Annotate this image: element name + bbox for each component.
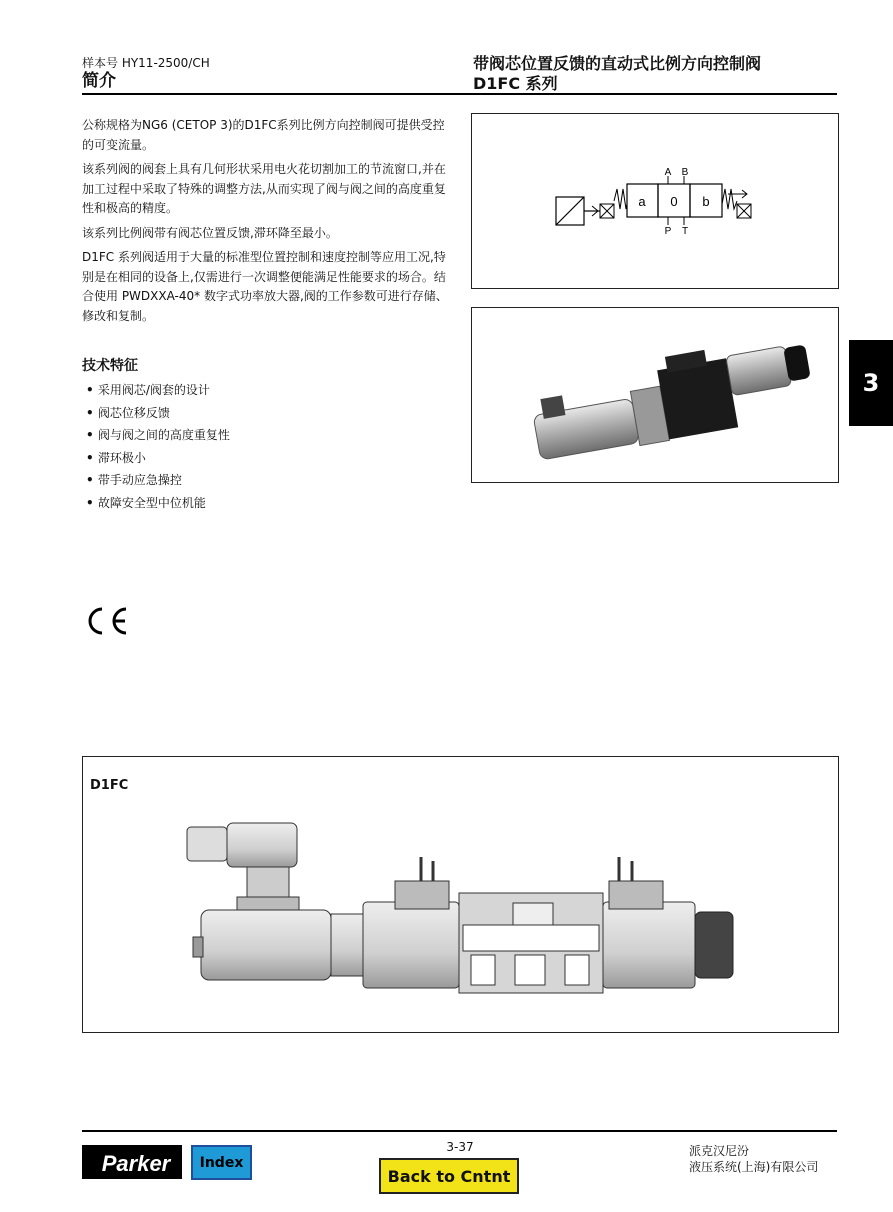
feature-item: • 采用阀芯/阀套的设计 — [86, 379, 230, 402]
brand-text: Parker — [101, 1151, 171, 1176]
feature-item: • 故障安全型中位机能 — [86, 492, 230, 515]
hydraulic-symbol-box — [471, 113, 839, 289]
valve-photo — [472, 308, 838, 482]
catalog-number: 样本号 HY11-2500/CH — [82, 56, 210, 70]
intro-text — [82, 116, 452, 331]
footer-rule — [82, 1130, 837, 1132]
port-p-label: P — [664, 226, 672, 237]
company-name-line2: 液压系统(上海)有限公司 — [689, 1160, 819, 1174]
port-b-label: B — [681, 167, 689, 178]
port-a-label: A — [664, 167, 672, 178]
feature-item: • 滞环极小 — [86, 447, 230, 470]
page-title: 带阀芯位置反馈的直动式比例方向控制阀 — [473, 54, 762, 73]
feature-item: • 带手动应急操控 — [86, 469, 230, 492]
features-title: 技术特征 — [82, 358, 138, 374]
feature-item: • 阀与阀之间的高度重复性 — [86, 424, 230, 447]
company-name-line1: 派克汉尼汾 — [689, 1144, 750, 1158]
parker-logo — [82, 1145, 182, 1179]
intro-paragraph: 公称规格为NG6 (CETOP 3)的D1FC系列比例方向控制阀可提供受控的可变流量。 — [82, 118, 445, 152]
intro-paragraph: 该系列阀的阀套上具有几何形状采用电火花切割加工的节流窗口,并在加工过程中采取了特殊的调整方法,从而实现了阀与阀之间的高度重复性和极高的精度。 — [82, 162, 446, 215]
intro-paragraph: 该系列比例阀带有阀芯位置反馈,滞环降至最小。 — [82, 225, 338, 240]
chapter-tab: 3 — [849, 340, 893, 426]
index-button[interactable]: Index — [191, 1145, 252, 1180]
position-a-label: a — [638, 194, 646, 209]
series-title: D1FC 系列 — [473, 74, 558, 93]
parker-logo-graphic — [82, 1145, 182, 1179]
feature-item: • 阀芯位移反馈 — [86, 402, 230, 425]
section-drawing-box — [82, 756, 839, 1033]
features-list — [86, 379, 230, 514]
section-drawing — [83, 757, 838, 1032]
intro-paragraph: D1FC 系列阀适用于大量的标准型位置控制和速度控制等应用工况,特别是在相同的设备上,仅需进行一次调整便能满足性能要求的场合。结合使用 PWDXXA-40* 数字式功率放大器,阀的工作参数可进行存储、修改和复制。 — [82, 250, 448, 323]
hydraulic-symbol-diagram — [472, 114, 838, 288]
ce-mark-icon-graphic — [82, 603, 130, 639]
port-t-label: T — [681, 226, 689, 237]
back-to-contents-button[interactable]: Back to Cntnt — [379, 1158, 519, 1194]
position-0-label: 0 — [670, 194, 678, 209]
valve-photo-box — [471, 307, 839, 483]
position-b-label: b — [702, 194, 710, 209]
page-number: 3-37 — [446, 1140, 474, 1154]
header-rule — [82, 93, 837, 95]
section-drawing-label: D1FC — [90, 778, 129, 793]
ce-mark-icon — [82, 603, 130, 643]
section-title: 简介 — [82, 71, 116, 91]
